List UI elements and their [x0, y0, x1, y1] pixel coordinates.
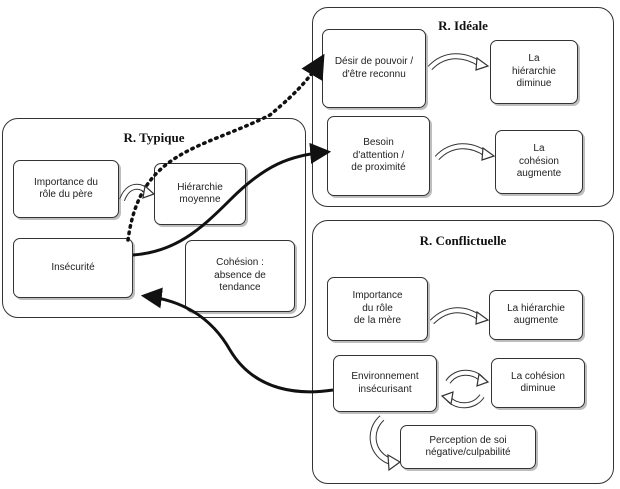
box-hierarchie-moyenne: Hiérarchie moyenne [154, 163, 246, 225]
box-environnement: Environnement insécurisant [333, 355, 437, 412]
box-importance-mere: Importance du rôle de la mère [327, 277, 428, 341]
curved-arrow-environnement-perception [373, 418, 400, 470]
group-title-ideale: R. Idéale [438, 18, 488, 33]
dotted-arrow-insecurite-desir [128, 58, 322, 240]
circular-arrows-environnement-cohesion [442, 373, 488, 406]
box-perception: Perception de soi négative/culpabilité [400, 425, 536, 469]
arrow-environnement-insecurite [145, 296, 333, 392]
box-importance-pere: Importance du rôle du père [13, 160, 119, 218]
group-title-conflictuelle: R. Conflictuelle [419, 233, 507, 248]
curved-arrow-pere-hierarchie [122, 186, 154, 200]
curved-arrow-desir-hierarchie [430, 56, 488, 70]
box-cohesion-diminue: La cohésion diminue [491, 358, 585, 408]
box-besoin-attention: Besoin d'attention / de proximité [327, 116, 430, 196]
box-desir-pouvoir: Désir de pouvoir / d'être reconnu [322, 29, 426, 108]
curved-arrow-mere-hierarchie [432, 310, 488, 324]
group-title-typique: R. Typique [123, 130, 185, 145]
box-cohesion-absence: Cohésion : absence de tendance [185, 240, 295, 312]
box-hierarchie-diminue: La hiérarchie diminue [490, 40, 578, 104]
curved-arrow-besoin-cohesion [437, 146, 494, 160]
box-insecurite: Insécurité [13, 238, 133, 298]
box-cohesion-augmente: La cohésion augmente [495, 130, 583, 194]
arrow-insecurite-besoin [133, 152, 327, 255]
box-hierarchie-augmente: La hiérarchie augmente [489, 290, 583, 340]
